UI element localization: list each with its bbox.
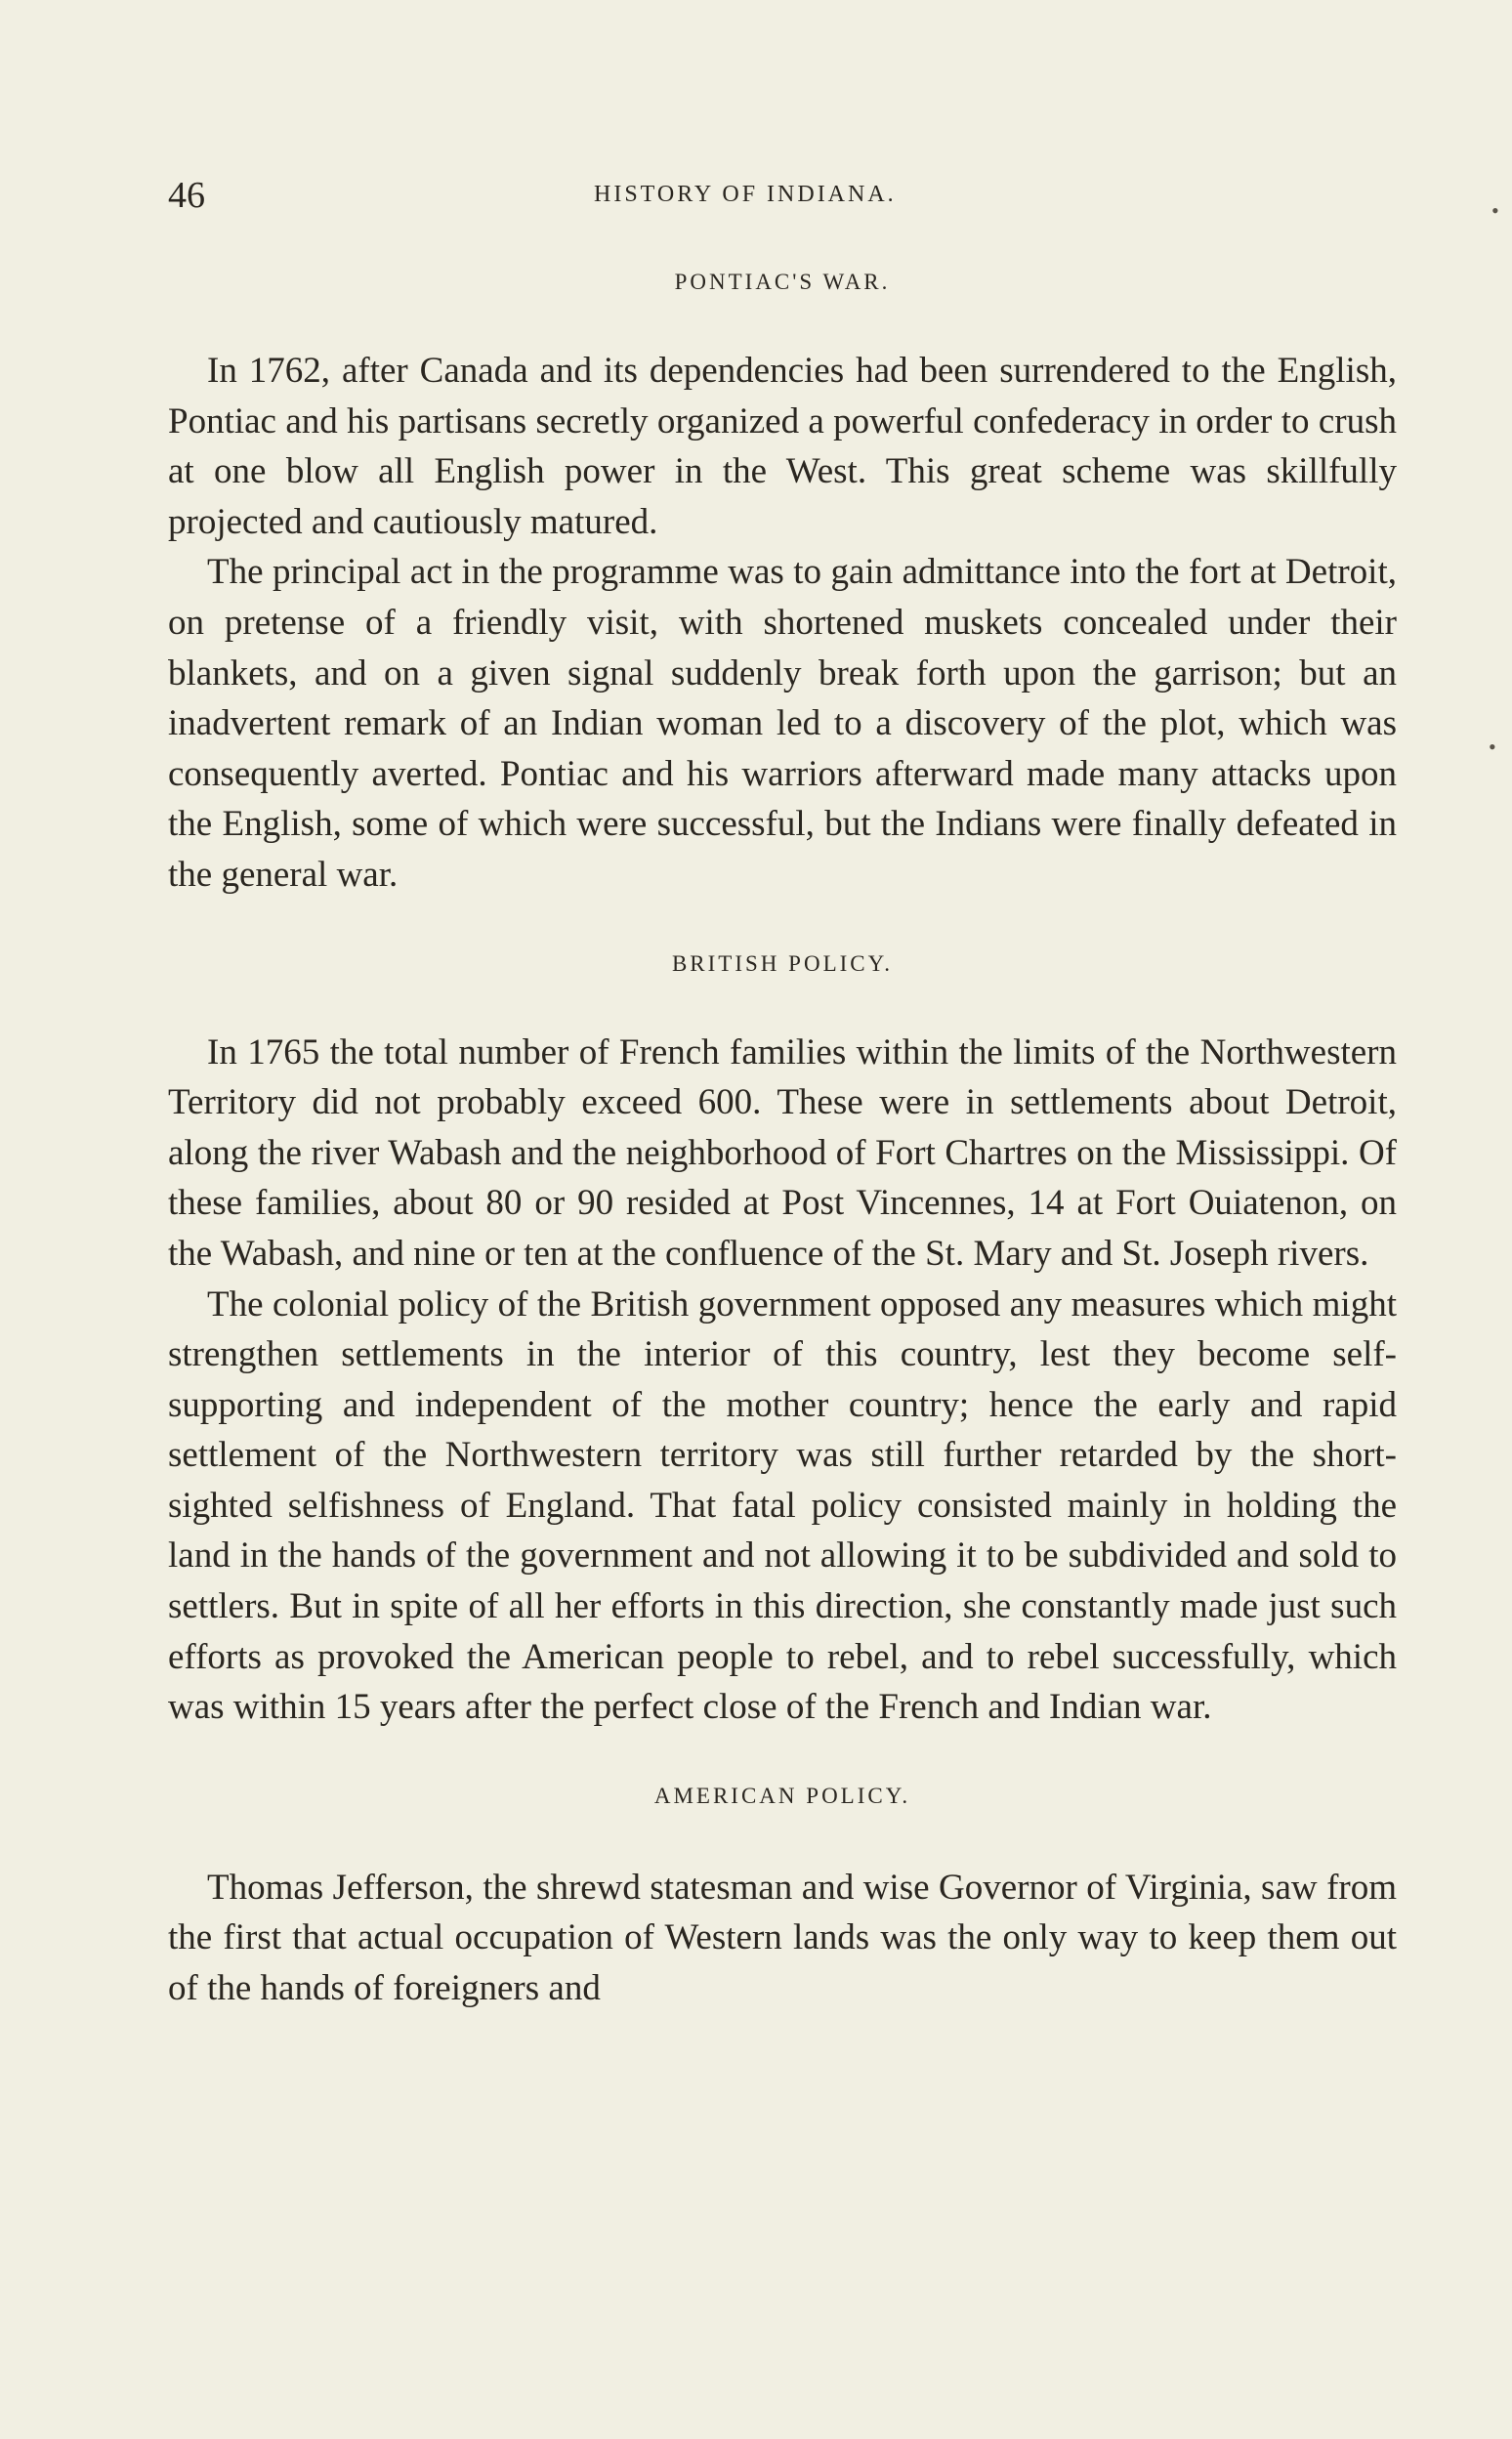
section-heading-british-policy: BRITISH POLICY.	[671, 950, 894, 976]
running-title: HISTORY OF INDIANA.	[594, 182, 897, 207]
paragraph: In 1765 the total number of French families within the limits of the Northwestern Territory did not probably exceed 600. These were in settlements about Detroit, along the river Wabash and the neighborhood of Fort Chartres on the Mississippi. Of these families, about 80 or 90 resided at Post Vincennes, 14 at Fort Ouiatenon, on the Wabash, and nine or ten at the confluence of the St. Mary and St. Joseph rivers.	[168, 1031, 1397, 1274]
page-number: 46	[168, 175, 205, 216]
paragraph: Thomas Jefferson, the shrewd statesman and wise Governor of Virginia, saw from the first that actual occupation of Western lands was the only way to keep them out of the hands of foreigners and	[168, 1867, 1397, 2009]
margin-speck: •	[1489, 735, 1496, 759]
margin-speck: •	[1491, 198, 1499, 223]
page-body	[168, 254, 1397, 2014]
paragraph: In 1762, after Canada and its dependencies had been surrendered to the English, Pontiac and his partisans secretly organized a powerful confederacy in order to crush at one blow all English power in the West. This great scheme was skillfully projected and cautiously matured.	[168, 351, 1397, 542]
paragraph: The principal act in the programme was to gain admittance into the fort at Detroit, on pretense of a friendly visit, with shortened muskets concealed under their blankets, and on a given signal suddenly break forth upon the garrison; but an inadvertent remark of an Indian woman led to a discovery of the plot, which was consequently averted. Pontiac and his warriors afterward made many attacks upon the English, some of which were successful, but the Indians were finally defeated in the general war.	[168, 552, 1397, 895]
section-heading-american-policy: AMERICAN POLICY.	[653, 1783, 911, 1808]
section-heading-pontiacs-war: PONTIAC'S WAR.	[674, 270, 891, 294]
running-head	[168, 174, 1389, 221]
paragraph: The colonial policy of the British government opposed any measures which might strengthen settlements in the interior of this country, lest they become self-supporting and independent of the mother country; hence the early and rapid settlement of the Northwestern territory was still further retarded by the short-sighted selfishness of England. That fatal policy consisted mainly in holding the land in the hands of the government and not allowing it to be subdivided and sold to settlers. But in spite of all her efforts in this direction, she constantly made just such efforts as provoked the American people to rebel, and to rebel successfully, which was within 15 years after the perfect close of the French and Indian war.	[168, 1283, 1397, 1728]
